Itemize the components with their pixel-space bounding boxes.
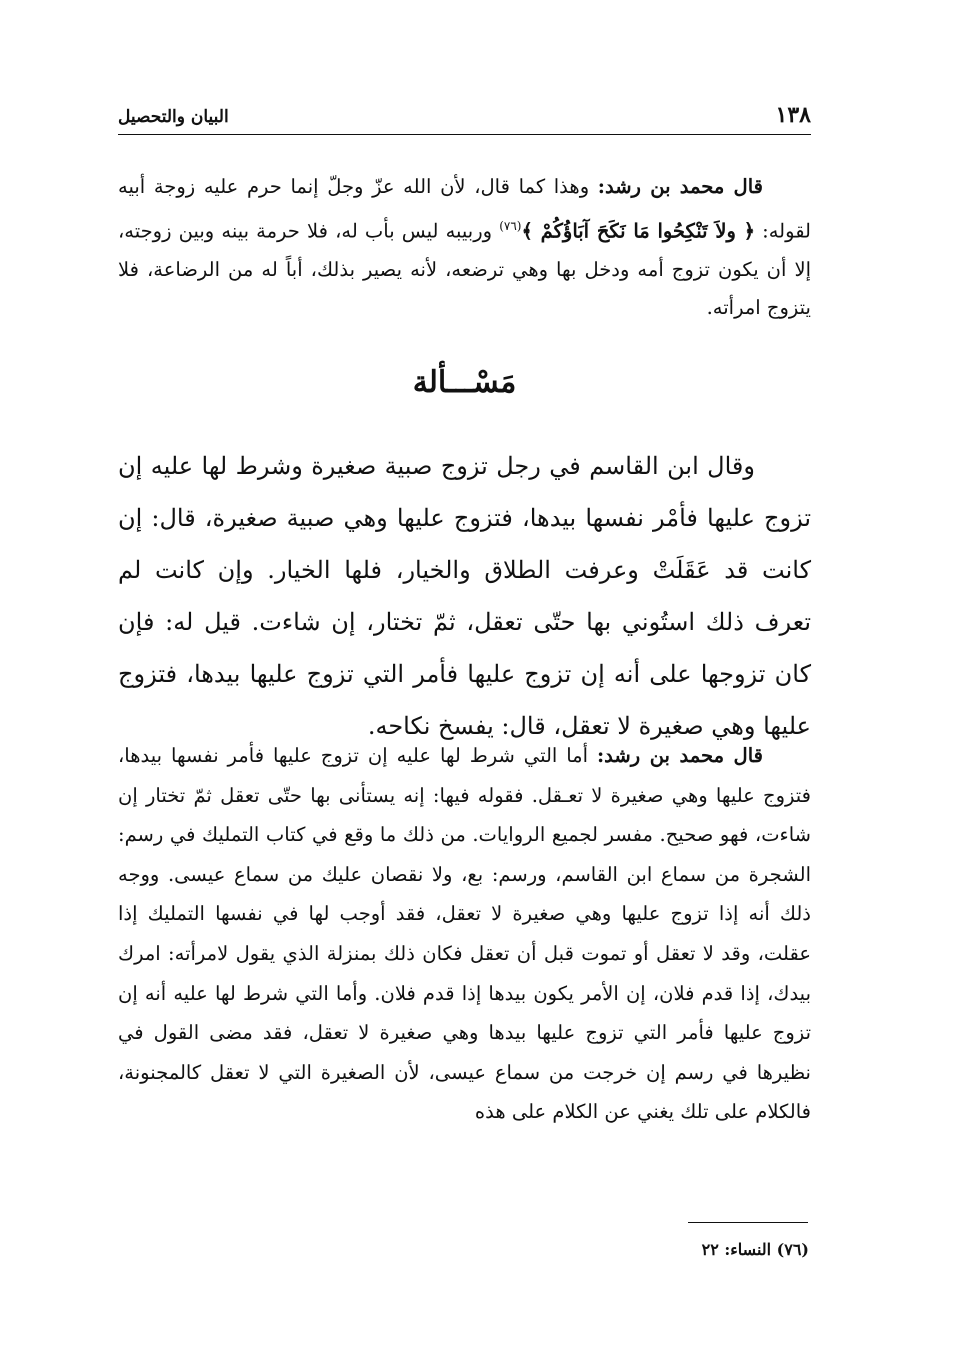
footnote-reference: (٧٦) [499, 218, 522, 233]
footnote: (٧٦) النساء: ٢٢ [701, 1240, 809, 1259]
paragraph-text: وهذا كما قال، لأن الله عزّ وجلّ إنما حرم عليه زوجة أبيه لقوله: [118, 175, 811, 242]
paragraph-commentary-1 [118, 168, 811, 328]
quran-verse: ﴿ ولاَ تَنْكِحُوا مَا نَكَحَ آبَاؤُكُمْ ﴾ [521, 219, 756, 242]
paragraph-text: وربيبه ليس بأب له، فلا حرمة بينه وبين زوجته، إلا أن يكون تزوج أمه ودخل بها وهي ترضعه، لأنه يصير بذلك، أباً له من الرضاعة، فلا يتزوج امرأته. [118, 219, 811, 319]
speaker-label: قال محمد بن رشد: [597, 175, 763, 198]
paragraph-commentary-2 [118, 736, 811, 1132]
paragraph-question [118, 440, 811, 752]
paragraph-text: وقال ابن القاسم في رجل تزوج صبية صغيرة وشرط لها عليه إن تزوج عليها فأمْر نفسها بيدها، فتزوج عليها وهي صبية صغيرة، قال: إن كانت قد عَقَلَتْ وعرفت الطلاق والخيار، فلها الخيار. وإن كانت لم تعرف ذلك استُوني بها حتّى تعقل، ثمّ تختار، إن شاءت. قيل له: فإن كان تزوجها على أنه إن تزوج عليها فأمر التي تزوج عليها بيدها، فتزوج عليها وهي صغيرة لا تعقل، قال: يفسخ نكاحه. [118, 452, 811, 740]
page-number: ١٣٨ [775, 102, 811, 128]
section-heading: مَسْـــألة [412, 365, 517, 400]
speaker-label: قال محمد بن رشد: [596, 744, 763, 767]
running-title: البيان والتحصيل [118, 107, 229, 127]
paragraph-text: أما التي شرط لها عليه إن تزوج عليها فأمر نفسها بيدها، فتزوج عليها وهي صغيرة لا تعـقل. فقوله فيها: إنه يستأنى بها حتّى تعقل ثمّ تختار إن شاءت، فهو صحيح. مفسر لجميع الروايات. من ذلك ما وقع في كتاب التمليك في رسم: الشجرة من سماع ابن القاسم، ورسم: بع، ولا نقصان عليك من سماع عيسى. ووجه ذلك أنه إذا تزوج عليها وهي صغيرة لا تعقل، فقد أوجب لها في نفسها التمليك إذا عقلت، وقد لا تعقل أو تموت قبل أن تعقل فكان ذلك بمنزلة الذي يقول لامرأته: امرك بيدك، إذا قدم فلان، إن الأمر يكون بيدها إذا قدم فلان. وأما التي شرط لها عليه أنه إن تزوج عليها فأمر التي تزوج عليها بيدها وهي صغيرة لا تعقل، فقد مضى القول في نظيرها في رسم إن خرجت من سماع عيسى، لأن الصغيرة التي لا تعقل كالمجنونة، فالكلام على تلك يغني عن الكلام على هذه [118, 744, 811, 1124]
footnote-divider [688, 1222, 808, 1223]
page-header [118, 100, 811, 135]
